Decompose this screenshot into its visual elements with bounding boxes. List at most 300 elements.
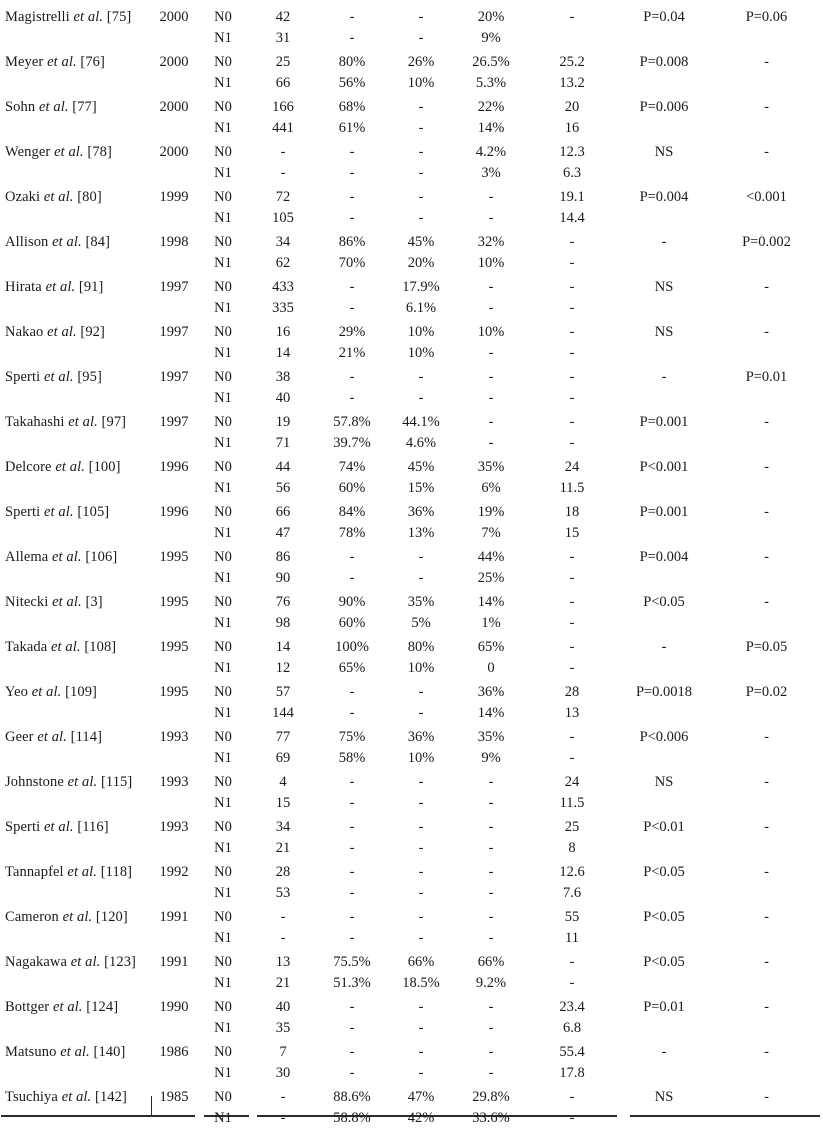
study-name-cell — [0, 412, 150, 433]
p-value-2-cell: - — [764, 864, 769, 880]
study-author: Takahashi — [5, 414, 65, 430]
table-row-n0 — [0, 862, 823, 883]
survival-3yr-cell: 17.9% — [402, 279, 440, 295]
patients-count-cell: 34 — [275, 234, 291, 250]
survival-3yr-cell: - — [418, 30, 424, 46]
study-author: Cameron — [5, 909, 59, 925]
study-etal: et al. — [43, 504, 74, 520]
patients-count-cell: 335 — [272, 300, 294, 316]
study-author: Delcore — [5, 459, 52, 475]
survival-1yr-cell: 90% — [338, 594, 366, 610]
patients-count-cell: 21 — [275, 975, 291, 991]
patients-count-cell: 76 — [275, 594, 291, 610]
study-name-cell — [0, 142, 150, 163]
nodal-status-cell: N1 — [214, 930, 232, 946]
median-survival-cell: 11 — [565, 930, 579, 946]
survival-1yr-cell: - — [349, 705, 355, 721]
study-author: Meyer — [5, 54, 44, 70]
study-author: Wenger — [5, 144, 51, 160]
survival-5yr-cell: - — [488, 1044, 494, 1060]
survival-1yr-cell: - — [349, 210, 355, 226]
survival-1yr-cell: 75.5% — [333, 954, 371, 970]
p-value-2-cell: - — [764, 504, 769, 520]
study-reference: [114] — [70, 729, 103, 745]
survival-5yr-cell: 14% — [477, 120, 505, 136]
study-author: Bottger — [5, 999, 50, 1015]
p-value-cell: P=0.006 — [639, 99, 689, 115]
survival-5yr-cell: - — [488, 300, 494, 316]
study-author: Tannapfel — [5, 864, 64, 880]
survival-5yr-cell: 66% — [477, 954, 505, 970]
patients-count-cell: 25 — [275, 54, 291, 70]
survival-3yr-cell: - — [418, 795, 424, 811]
study-name-cell — [0, 682, 150, 703]
survival-1yr-cell: - — [349, 144, 355, 160]
study-author: Takada — [5, 639, 48, 655]
p-value-cell: P<0.01 — [643, 819, 685, 835]
survival-5yr-cell: - — [488, 819, 494, 835]
study-etal: et al. — [43, 369, 74, 385]
year-cell: 1997 — [159, 279, 189, 295]
nodal-status-cell: N0 — [214, 369, 232, 385]
table-row-n0 — [0, 277, 823, 298]
patients-count-cell: 53 — [275, 885, 291, 901]
study-reference: [92] — [80, 324, 105, 340]
table-row-n0 — [0, 142, 823, 163]
table-row-n0 — [0, 502, 823, 523]
p-value-2-cell: - — [764, 414, 769, 430]
median-survival-cell: 19.1 — [559, 189, 585, 205]
study-etal: et al. — [61, 1089, 92, 1105]
nodal-status-cell: N1 — [214, 840, 232, 856]
year-cell: 1993 — [159, 774, 189, 790]
survival-5yr-cell: 9% — [481, 750, 501, 766]
survival-1yr-cell: 86% — [338, 234, 366, 250]
table-row-n1 — [0, 433, 823, 454]
nodal-status-cell: N0 — [214, 639, 232, 655]
table-row-n1 — [0, 163, 823, 184]
study-author: Sperti — [5, 819, 41, 835]
study-etal: et al. — [68, 414, 98, 430]
survival-5yr-cell: 3% — [481, 165, 501, 181]
table-row-n0 — [0, 997, 823, 1018]
p-value-cell: P<0.05 — [643, 909, 685, 925]
p-value-2-cell: - — [764, 144, 769, 160]
study-name-cell — [0, 187, 150, 208]
p-value-cell: NS — [654, 324, 674, 340]
study-name-cell — [0, 52, 150, 73]
survival-3yr-cell: - — [418, 864, 424, 880]
patients-count-cell: 433 — [272, 279, 294, 295]
study-reference: [109] — [65, 684, 97, 700]
median-survival-cell: 8 — [568, 840, 576, 856]
p-value-cell: NS — [654, 1089, 674, 1105]
survival-1yr-cell: - — [349, 1044, 355, 1060]
survival-5yr-cell: - — [488, 999, 494, 1015]
patients-count-cell: 19 — [275, 414, 291, 430]
survival-3yr-cell: 42% — [407, 1110, 435, 1126]
median-survival-cell: 25.2 — [559, 54, 585, 70]
survival-5yr-cell: - — [488, 774, 494, 790]
survival-1yr-cell: 60% — [338, 480, 366, 496]
nodal-status-cell: N0 — [214, 684, 232, 700]
year-cell: 1996 — [159, 504, 189, 520]
table-row-n1 — [0, 1108, 823, 1129]
survival-5yr-cell: - — [488, 345, 494, 361]
table-row-n1 — [0, 28, 823, 49]
median-survival-cell: 16 — [564, 120, 580, 136]
survival-1yr-cell: 74% — [338, 459, 366, 475]
study-reference: [84] — [85, 234, 111, 250]
year-cell: 1991 — [159, 909, 189, 925]
study-etal: et al. — [47, 54, 77, 70]
table-row-n1 — [0, 883, 823, 904]
table-row-n0 — [0, 412, 823, 433]
p-value-cell: P<0.05 — [643, 954, 685, 970]
survival-5yr-cell: - — [488, 930, 494, 946]
survival-3yr-cell: 36% — [407, 504, 435, 520]
table-row-n1 — [0, 973, 823, 994]
year-cell: 1997 — [159, 414, 189, 430]
table-row-n0 — [0, 907, 823, 928]
study-author: Hirata — [5, 279, 42, 295]
median-survival-cell: - — [569, 750, 575, 766]
survival-5yr-cell: - — [488, 390, 494, 406]
study-reference: [115] — [100, 774, 133, 790]
median-survival-cell: - — [569, 390, 575, 406]
median-survival-cell: 14.4 — [559, 210, 585, 226]
patients-count-cell: - — [280, 930, 286, 946]
median-survival-cell: 25 — [564, 819, 580, 835]
study-reference: [80] — [77, 189, 102, 205]
survival-3yr-cell: - — [418, 570, 424, 586]
study-etal: et al. — [52, 549, 82, 565]
median-survival-cell: - — [569, 324, 575, 340]
survival-5yr-cell: - — [488, 1065, 494, 1081]
patients-count-cell: 35 — [275, 1020, 291, 1036]
table-row-n1 — [0, 703, 823, 724]
survival-3yr-cell: - — [418, 885, 424, 901]
median-survival-cell: - — [569, 414, 575, 430]
survival-5yr-cell: 25% — [477, 570, 505, 586]
year-cell: 1997 — [159, 324, 189, 340]
nodal-status-cell: N0 — [214, 189, 232, 205]
table-row-n1 — [0, 658, 823, 679]
table-row-n0 — [0, 7, 823, 28]
survival-1yr-cell: - — [349, 390, 355, 406]
patients-count-cell: 166 — [272, 99, 294, 115]
survival-1yr-cell: - — [349, 774, 355, 790]
patients-count-cell: 31 — [275, 30, 291, 46]
survival-5yr-cell: 9% — [481, 30, 501, 46]
survival-3yr-cell: 47% — [407, 1089, 435, 1105]
patients-count-cell: 13 — [275, 954, 291, 970]
survival-3yr-cell: - — [418, 549, 424, 565]
survival-5yr-cell: 26.5% — [472, 54, 510, 70]
survival-3yr-cell: - — [418, 189, 424, 205]
survival-1yr-cell: - — [349, 999, 355, 1015]
study-name-cell — [0, 592, 150, 613]
study-author: Sohn — [5, 99, 36, 115]
study-name-cell — [0, 727, 150, 748]
median-survival-cell: - — [569, 300, 575, 316]
survival-5yr-cell: 5.3% — [475, 75, 507, 91]
median-survival-cell: - — [569, 345, 575, 361]
survival-1yr-cell: 58% — [338, 750, 366, 766]
patients-count-cell: 56 — [275, 480, 291, 496]
p-value-cell: P=0.001 — [639, 414, 689, 430]
survival-1yr-cell: 58.8% — [333, 1110, 371, 1126]
median-survival-cell: - — [569, 279, 575, 295]
survival-1yr-cell: - — [349, 1020, 355, 1036]
nodal-status-cell: N1 — [214, 795, 232, 811]
table-row-n1 — [0, 838, 823, 859]
patients-count-cell: - — [280, 1089, 286, 1105]
survival-1yr-cell: 56% — [338, 75, 366, 91]
table-row-n1 — [0, 298, 823, 319]
survival-5yr-cell: - — [488, 435, 494, 451]
median-survival-cell: 7.6 — [562, 885, 582, 901]
nodal-status-cell: N1 — [214, 120, 232, 136]
study-name-cell — [0, 817, 150, 838]
year-cell: 1990 — [159, 999, 189, 1015]
table-row-n1 — [0, 748, 823, 769]
survival-1yr-cell: 29% — [338, 324, 366, 340]
survival-3yr-cell: 4.6% — [405, 435, 437, 451]
table-row-n1 — [0, 73, 823, 94]
median-survival-cell: 55 — [564, 909, 580, 925]
median-survival-cell: - — [569, 594, 575, 610]
nodal-status-cell: N0 — [214, 324, 232, 340]
p-value-2-cell: - — [764, 819, 769, 835]
p-value-2-cell: - — [764, 594, 769, 610]
survival-3yr-cell: - — [418, 165, 424, 181]
nodal-status-cell: N1 — [214, 885, 232, 901]
nodal-status-cell: N0 — [214, 1089, 232, 1105]
study-author: Ozaki — [5, 189, 41, 205]
table-row-n0 — [0, 52, 823, 73]
nodal-status-cell: N1 — [214, 300, 232, 316]
study-etal: et al. — [73, 9, 104, 25]
patients-count-cell: 57 — [275, 684, 291, 700]
table-row-n0 — [0, 1042, 823, 1063]
survival-3yr-cell: - — [418, 99, 424, 115]
study-name-cell — [0, 637, 150, 658]
patients-count-cell: 14 — [275, 639, 291, 655]
study-author: Allema — [5, 549, 49, 565]
survival-1yr-cell: - — [349, 369, 355, 385]
median-survival-cell: 15 — [564, 525, 580, 541]
nodal-status-cell: N1 — [214, 1020, 232, 1036]
patients-count-cell: 15 — [275, 795, 291, 811]
survival-5yr-cell: 35% — [477, 729, 505, 745]
patients-count-cell: 98 — [275, 615, 291, 631]
p-value-cell: P=0.01 — [643, 999, 685, 1015]
patients-count-cell: 62 — [275, 255, 291, 271]
p-value-cell: P=0.008 — [639, 54, 689, 70]
survival-3yr-cell: 6.1% — [405, 300, 437, 316]
survival-3yr-cell: - — [418, 210, 424, 226]
survival-5yr-cell: - — [488, 840, 494, 856]
table-row-n1 — [0, 613, 823, 634]
p-value-2-cell: P=0.002 — [742, 234, 791, 250]
year-cell: 2000 — [159, 99, 189, 115]
survival-1yr-cell: 51.3% — [333, 975, 371, 991]
study-reference: [97] — [101, 414, 127, 430]
study-author: Johnstone — [5, 774, 64, 790]
p-value-cell: P<0.05 — [643, 864, 685, 880]
p-value-2-cell: - — [764, 54, 769, 70]
p-value-2-cell: P=0.02 — [745, 684, 788, 700]
survival-3yr-cell: 10% — [407, 345, 435, 361]
p-value-2-cell: - — [764, 1089, 769, 1105]
survival-3yr-cell: 35% — [407, 594, 435, 610]
survival-5yr-cell: - — [488, 210, 494, 226]
nodal-status-cell: N1 — [214, 255, 232, 271]
study-etal: et al. — [52, 999, 83, 1015]
survival-5yr-cell: - — [488, 189, 494, 205]
survival-1yr-cell: 84% — [338, 504, 366, 520]
survival-5yr-cell: - — [488, 864, 494, 880]
median-survival-cell: - — [569, 729, 575, 745]
p-value-cell: P<0.006 — [639, 729, 689, 745]
patients-count-cell: 86 — [275, 549, 291, 565]
study-reference: [140] — [93, 1044, 126, 1060]
study-author: Sperti — [5, 369, 41, 385]
survival-1yr-cell: - — [349, 189, 355, 205]
study-author: Sperti — [5, 504, 41, 520]
p-value-cell: NS — [654, 144, 674, 160]
study-reference: [116] — [77, 819, 109, 835]
p-value-2-cell: - — [764, 729, 769, 745]
survival-1yr-cell: - — [349, 165, 355, 181]
survival-5yr-cell: 10% — [477, 255, 505, 271]
survival-3yr-cell: - — [418, 819, 424, 835]
median-survival-cell: 11.5 — [559, 795, 585, 811]
study-reference: [3] — [85, 594, 103, 610]
patients-count-cell: 47 — [275, 525, 291, 541]
study-reference: [75] — [106, 9, 132, 25]
nodal-status-cell: N1 — [214, 1110, 232, 1126]
nodal-status-cell: N0 — [214, 954, 232, 970]
nodal-status-cell: N0 — [214, 864, 232, 880]
year-cell: 2000 — [159, 54, 189, 70]
study-etal: et al. — [67, 774, 98, 790]
survival-3yr-cell: - — [418, 144, 424, 160]
year-cell: 1999 — [159, 189, 189, 205]
survival-1yr-cell: 39.7% — [333, 435, 371, 451]
patients-count-cell: - — [280, 909, 286, 925]
study-author: Tsuchiya — [5, 1089, 58, 1105]
table-row-n1 — [0, 1018, 823, 1039]
study-author: Nakao — [5, 324, 44, 340]
nodal-status-cell: N0 — [214, 909, 232, 925]
median-survival-cell: - — [569, 1110, 575, 1126]
survival-3yr-cell: - — [418, 774, 424, 790]
nodal-status-cell: N0 — [214, 279, 232, 295]
study-author: Yeo — [5, 684, 29, 700]
study-name-cell — [0, 367, 150, 388]
study-etal: et al. — [62, 909, 93, 925]
survival-5yr-cell: - — [488, 369, 494, 385]
study-name-cell — [0, 232, 150, 253]
survival-1yr-cell: - — [349, 795, 355, 811]
survival-1yr-cell: 60% — [338, 615, 366, 631]
p-value-2-cell: P=0.01 — [745, 369, 788, 385]
table-row-n1 — [0, 793, 823, 814]
nodal-status-cell: N0 — [214, 99, 232, 115]
nodal-status-cell: N1 — [214, 525, 232, 541]
nodal-status-cell: N1 — [214, 615, 232, 631]
patients-count-cell: 71 — [275, 435, 291, 451]
table-row-n1 — [0, 343, 823, 364]
survival-3yr-cell: - — [418, 930, 424, 946]
median-survival-cell: - — [569, 954, 575, 970]
median-survival-cell: - — [569, 9, 575, 25]
survival-3yr-cell: 45% — [407, 459, 435, 475]
median-survival-cell: - — [569, 660, 575, 676]
study-etal: et al. — [60, 1044, 90, 1060]
patients-count-cell: 16 — [275, 324, 291, 340]
year-cell: 1997 — [159, 369, 189, 385]
survival-3yr-cell: 5% — [411, 615, 431, 631]
survival-3yr-cell: 10% — [407, 324, 435, 340]
survival-1yr-cell: - — [349, 570, 355, 586]
median-survival-cell: 6.8 — [562, 1020, 582, 1036]
survival-1yr-cell: - — [349, 300, 355, 316]
survival-3yr-cell: - — [418, 120, 424, 136]
table-row-n1 — [0, 118, 823, 139]
survival-3yr-cell: 20% — [407, 255, 435, 271]
study-etal: et al. — [47, 324, 77, 340]
year-cell: 1995 — [159, 594, 189, 610]
survival-5yr-cell: - — [488, 795, 494, 811]
patients-count-cell: 38 — [275, 369, 291, 385]
table-row-n0 — [0, 637, 823, 658]
median-survival-cell: - — [569, 975, 575, 991]
median-survival-cell: 12.3 — [559, 144, 585, 160]
nodal-status-cell: N0 — [214, 459, 232, 475]
nodal-status-cell: N0 — [214, 504, 232, 520]
table-row-n0 — [0, 367, 823, 388]
survival-5yr-cell: 1% — [481, 615, 501, 631]
p-value-2-cell: - — [764, 549, 769, 565]
study-reference: [120] — [95, 909, 128, 925]
table-row-n0 — [0, 592, 823, 613]
nodal-status-cell: N1 — [214, 390, 232, 406]
median-survival-cell: - — [569, 639, 575, 655]
survival-1yr-cell: - — [349, 684, 355, 700]
median-survival-cell: 11.5 — [559, 480, 585, 496]
survival-5yr-cell: 4.2% — [475, 144, 507, 160]
survival-3yr-cell: - — [418, 1065, 424, 1081]
median-survival-cell: 28 — [564, 684, 580, 700]
year-cell: 1992 — [159, 864, 189, 880]
survival-5yr-cell: 32% — [477, 234, 505, 250]
table-row-n0 — [0, 547, 823, 568]
survival-3yr-cell: 26% — [407, 54, 435, 70]
nodal-status-cell: N0 — [214, 1044, 232, 1060]
year-cell: 1998 — [159, 234, 189, 250]
survival-5yr-cell: - — [488, 414, 494, 430]
study-author: Magistrelli — [5, 9, 70, 25]
nodal-status-cell: N0 — [214, 54, 232, 70]
nodal-status-cell: N1 — [214, 660, 232, 676]
survival-1yr-cell: - — [349, 279, 355, 295]
p-value-2-cell: - — [764, 324, 769, 340]
survival-1yr-cell: - — [349, 549, 355, 565]
year-cell: 1986 — [159, 1044, 189, 1060]
